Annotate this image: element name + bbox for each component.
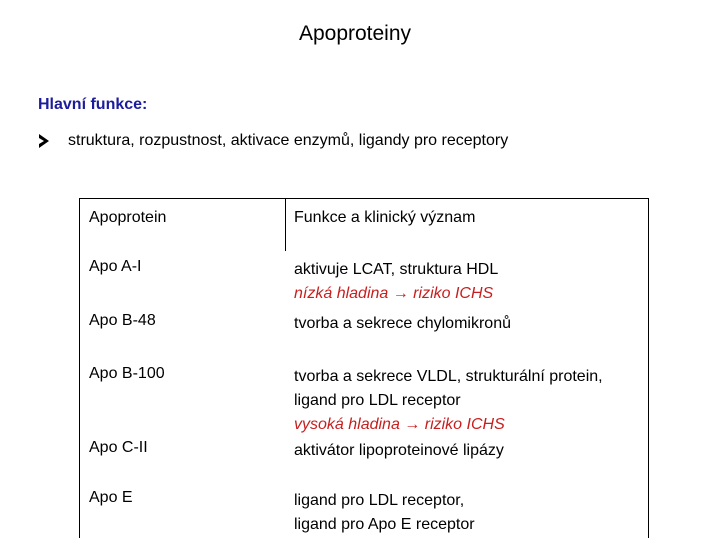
function-line: ligand pro LDL receptor, (294, 492, 465, 509)
apoprotein-name: Apo B-48 (89, 312, 156, 329)
function-line: ligand pro LDL receptor (294, 392, 461, 409)
function-cell (294, 365, 603, 437)
function-line: ligand pro Apo E receptor (294, 516, 475, 533)
column-header-apoprotein: Apoprotein (89, 209, 167, 226)
bullet-item (38, 132, 508, 150)
apoprotein-table (79, 198, 649, 538)
function-cell (294, 439, 504, 463)
table-column-divider (285, 199, 286, 251)
function-line: aktivuje LCAT, struktura HDL (294, 261, 499, 278)
section-heading: Hlavní funkce: (38, 96, 148, 113)
arrow-bullet-icon (38, 134, 50, 148)
function-line: aktivátor lipoproteinové lipázy (294, 442, 504, 459)
apoprotein-name: Apo A-I (89, 258, 142, 275)
clinical-note: vysoká hladina → riziko ICHS (294, 416, 505, 433)
function-cell (294, 258, 498, 306)
apoprotein-name: Apo B-100 (89, 365, 165, 382)
function-cell (294, 489, 475, 537)
column-header-function: Funkce a klinický význam (294, 209, 476, 226)
function-line: tvorba a sekrece chylomikronů (294, 315, 511, 332)
bullet-text: struktura, rozpustnost, aktivace enzymů, ligandy pro receptory (68, 132, 509, 149)
function-cell (294, 312, 511, 336)
function-line: tvorba a sekrece VLDL, strukturální protein, (294, 368, 603, 385)
apoprotein-name: Apo C-II (89, 439, 148, 456)
apoprotein-name: Apo E (89, 489, 133, 506)
clinical-note: nízká hladina → riziko ICHS (294, 285, 494, 302)
slide-title: Apoproteiny (298, 22, 412, 45)
